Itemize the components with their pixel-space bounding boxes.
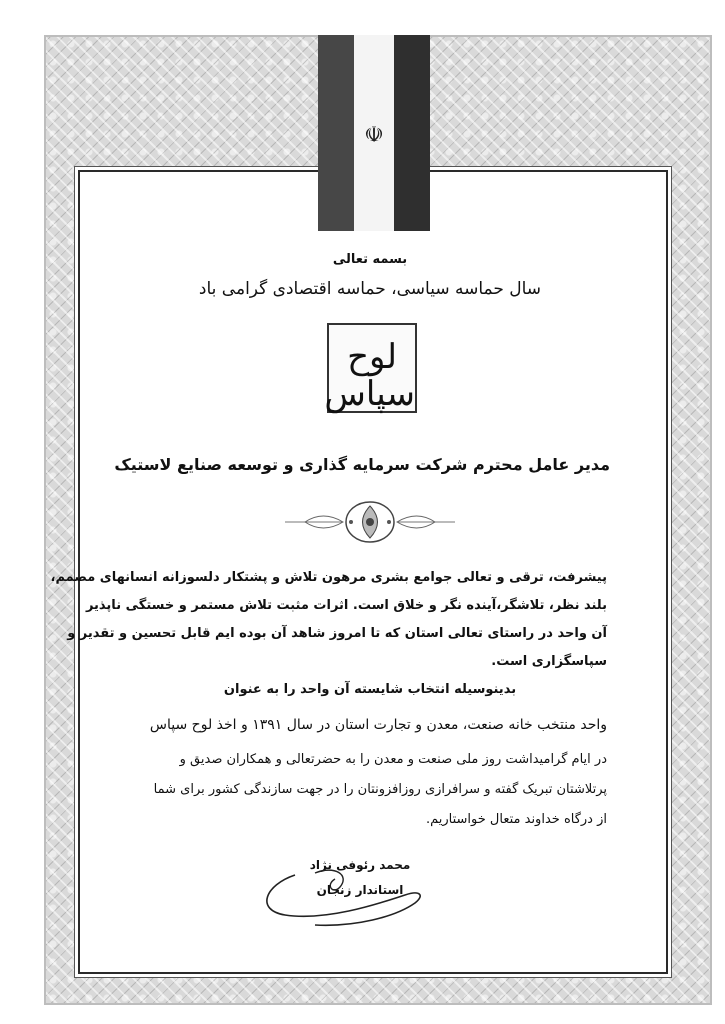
handwritten-signature	[255, 855, 435, 935]
flag-stripe-red	[394, 35, 430, 231]
ornament-divider	[285, 500, 455, 544]
iran-flag-ribbon	[318, 35, 430, 231]
body-paragraph-2-line-3: پرتلاشتان تبریک گفته و سرافرازی روزافزونتان را در جهت سازندگی کشور برای شما	[153, 782, 607, 797]
body-paragraph-2-line-2: در ایام گرامیداشت روز ملی صنعت و معدن را به حضرتعالی و همکاران صدیق و	[179, 752, 607, 767]
body-paragraph-2-line-1: واحد منتخب خانه صنعت، معدن و تجارت استان در سال ۱۳۹۱ و اخذ لوح سپاس	[149, 717, 607, 733]
signatory-title: استاندار زنجان	[316, 883, 404, 897]
emblem-icon: ☫	[364, 123, 384, 148]
recipient-title: مدیر عامل محترم شرکت سرمایه گذاری و توسعه صنایع لاستیک	[114, 455, 610, 474]
logo-text: لوح سپاس	[324, 337, 415, 415]
body-paragraph-2-line-4: از درگاه خداوند متعال خواستاریم.	[425, 812, 607, 827]
body-paragraph-1-line-1: پیشرفت، ترقی و تعالی جوامع بشری مرهون تلاش و پشتکار دلسوزانه انسانهای مصمم،	[50, 570, 607, 585]
bismillah-heading: بسمه تعالی	[332, 252, 408, 267]
logo-emblem	[324, 323, 417, 415]
selection-intro: بدینوسیله انتخاب شایسته آن واحد را به عنوان	[223, 682, 517, 697]
body-paragraph-1-line-3: آن واحد در راستای تعالی استان که تا امروز شاهد آن بوده ایم قابل تحسین و تقدیر و	[67, 626, 607, 641]
body-paragraph-1-line-2: بلند نظر، تلاشگر،آینده نگر و خلاق است. اثرات مثبت تلاش مستمر و خستگی ناپذیر	[85, 598, 607, 613]
slogan: سال حماسه سیاسی، حماسه اقتصادی گرامی باد	[198, 279, 542, 299]
flag-stripe-green	[318, 35, 354, 231]
signatory-name: محمد رئوفی نژاد	[309, 858, 411, 872]
body-paragraph-1-line-4: سپاسگزاری است.	[491, 654, 607, 669]
